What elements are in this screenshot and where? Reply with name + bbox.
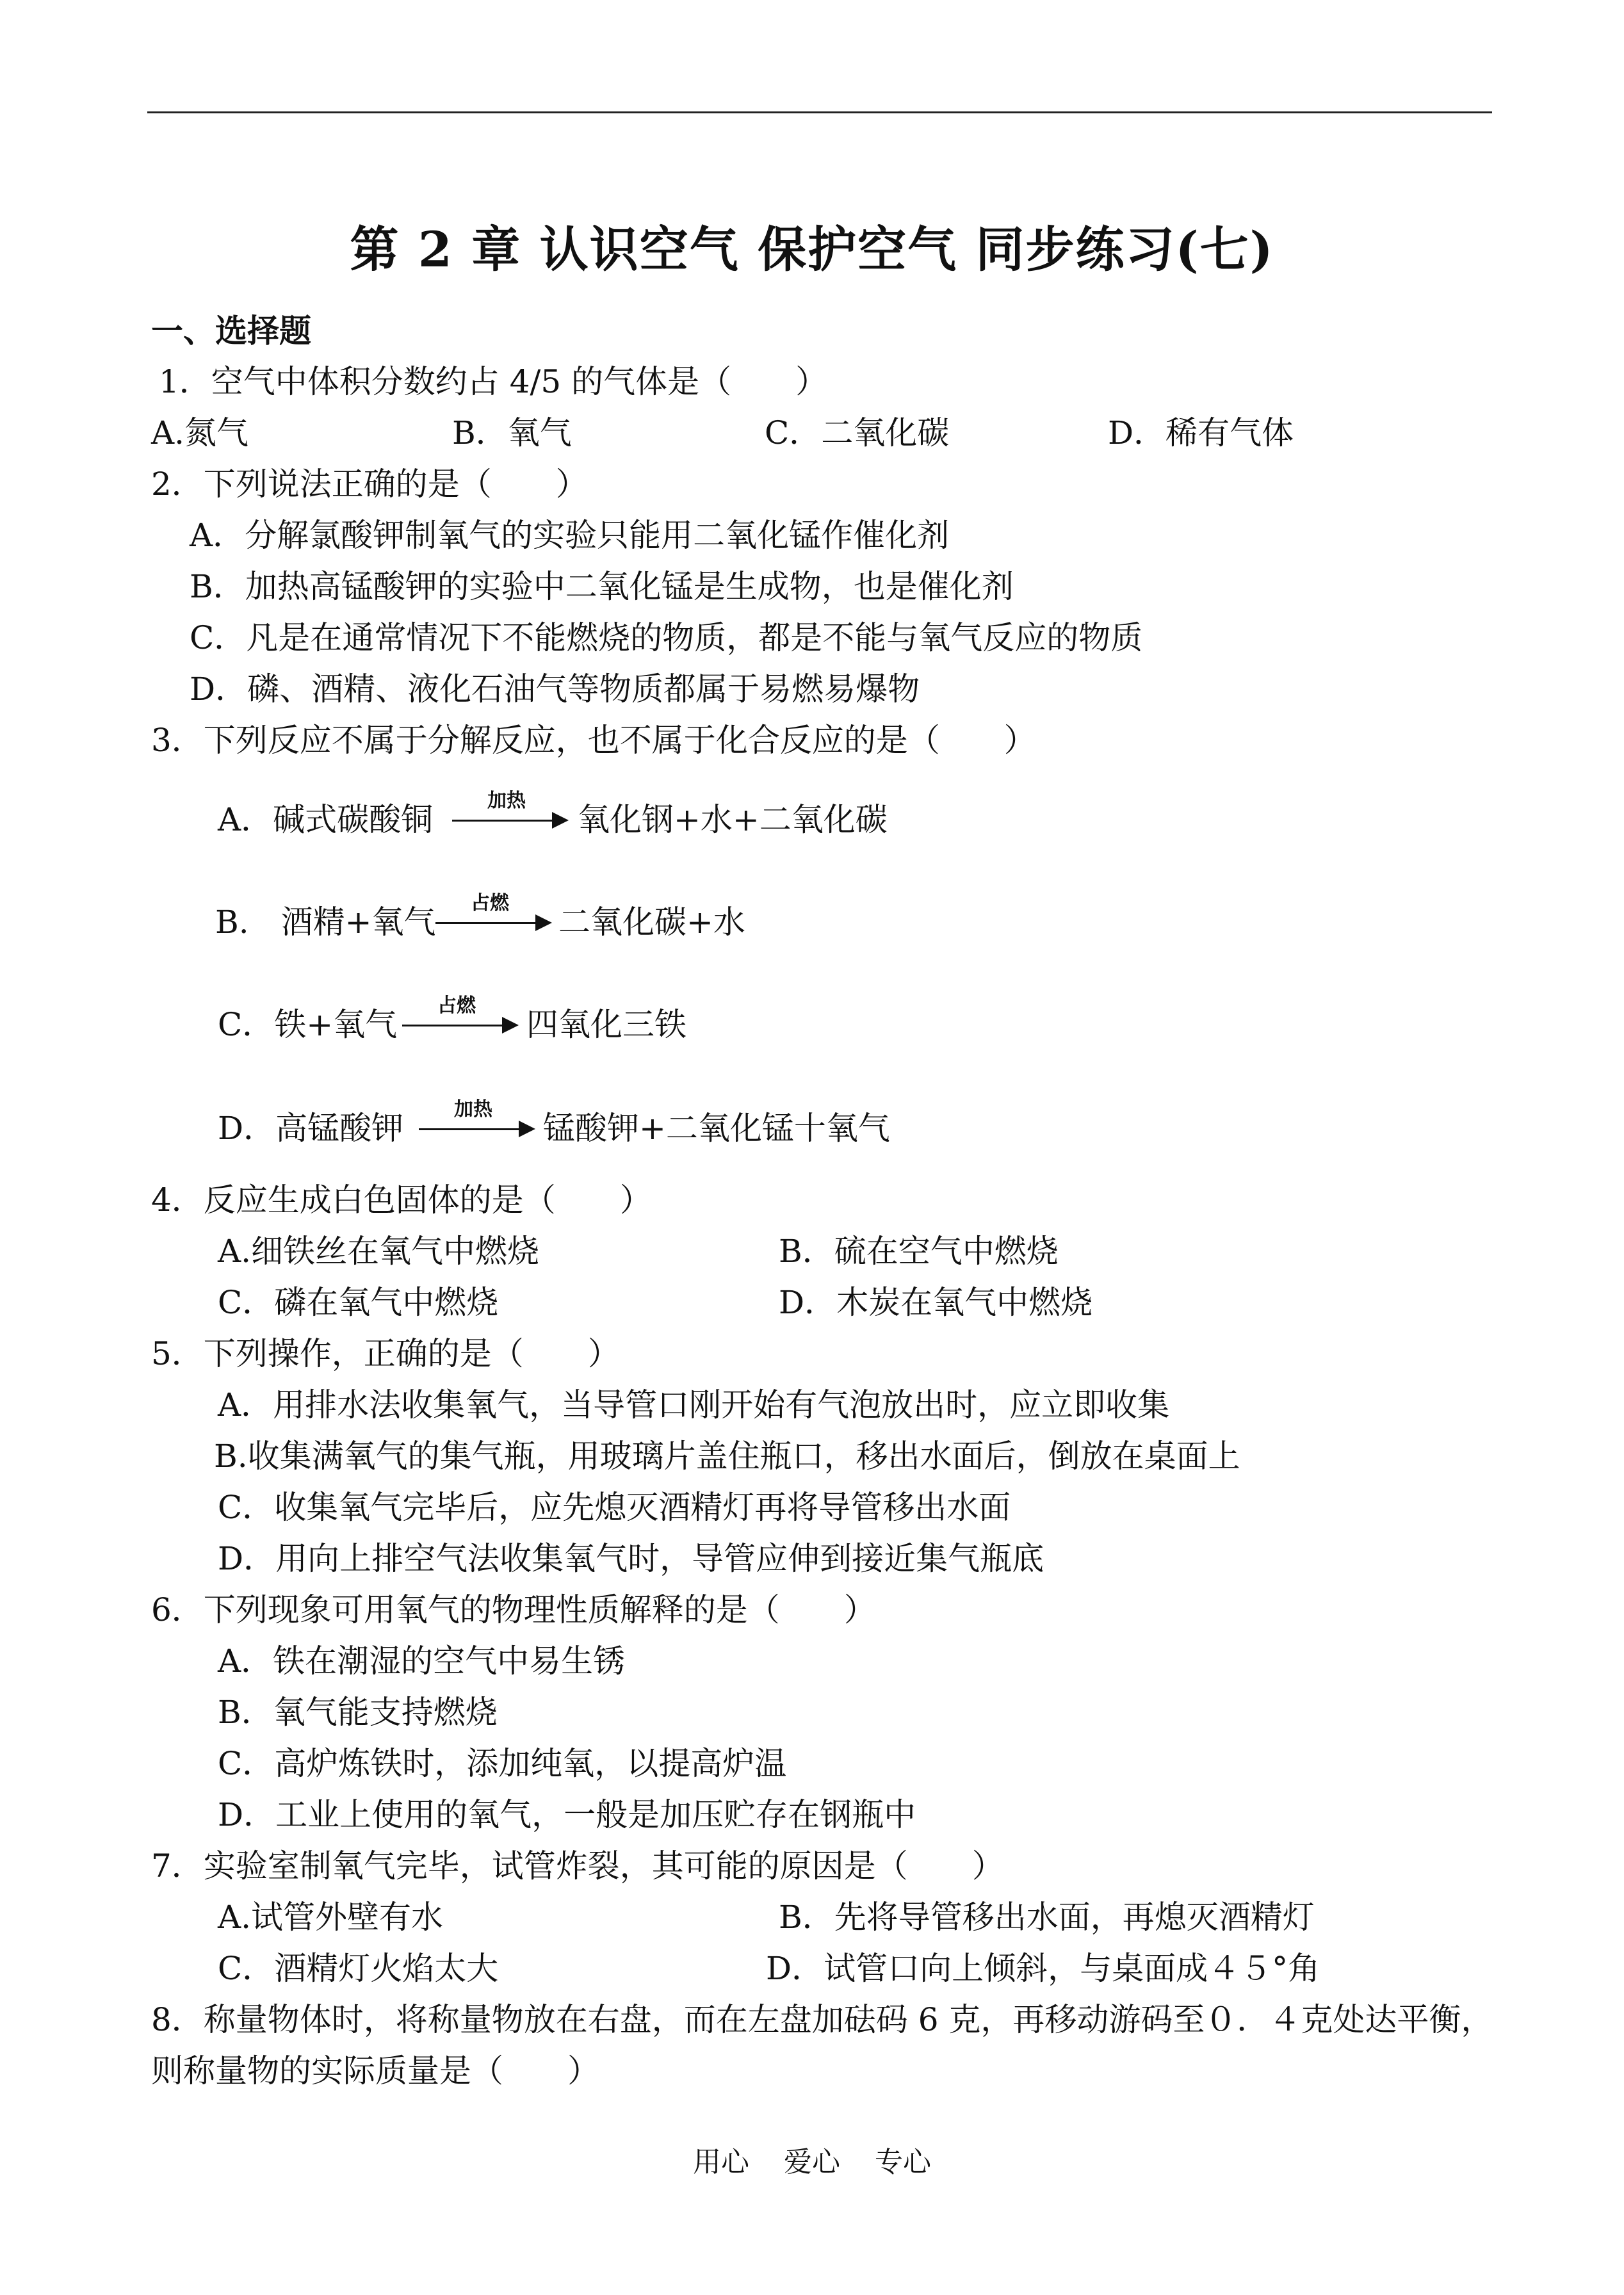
q5-option-a: A．用排水法收集氧气，当导管口刚开始有气泡放出时，应立即收集	[218, 1386, 1170, 1423]
section-heading: 一、选择题	[151, 312, 311, 350]
q3-b-arrow	[435, 892, 551, 935]
q3-a-products: 氧化钢+水+二氧化碳	[578, 801, 888, 838]
q1-option-d: D．稀有气体	[1108, 414, 1294, 451]
q6-option-c: C．高炉炼铁时，添加纯氧，以提高炉温	[218, 1745, 787, 1782]
q3-b-condition: 占燃	[471, 892, 509, 914]
q3-d-products: 锰酸钾+二氧化锰十氧气	[543, 1110, 890, 1147]
q5-option-d: D．用向上排空气法收集氧气时，导管应伸到接近集气瓶底	[218, 1540, 1044, 1577]
q6-option-b: B．氧气能支持燃烧	[218, 1694, 498, 1731]
q3-b-products: 二氧化碳+水	[558, 904, 745, 941]
q4-option-d: D．木炭在氧气中燃烧	[779, 1284, 1093, 1321]
q4-option-a: A.细铁丝在氧气中燃烧	[218, 1233, 540, 1270]
q7-option-d: D．试管口向上倾斜，与桌面成４５°角	[766, 1950, 1320, 1987]
q7-option-a: A.试管外壁有水	[218, 1899, 444, 1936]
q3-a-condition: 加热	[487, 790, 526, 812]
q3-c-arrow	[402, 994, 517, 1037]
q1-stem: 1．空气中体积分数约占 4/5 的气体是（ ）	[159, 363, 828, 400]
q6-option-d: D．工业上使用的氧气，一般是加压贮存在钢瓶中	[218, 1796, 916, 1833]
page-footer: 用心 爱心 专心	[693, 2146, 931, 2178]
header-rule	[147, 111, 1492, 113]
q1-option-a: A.氮气	[151, 414, 249, 451]
q3-stem: 3．下列反应不属于分解反应，也不属于化合反应的是（ ）	[151, 722, 1036, 759]
q2-option-c: C．凡是在通常情况下不能燃烧的物质，都是不能与氧气反应的物质	[190, 619, 1143, 656]
q4-option-b: B．硫在空气中燃烧	[779, 1233, 1059, 1270]
q3-a-arrow	[452, 790, 567, 832]
q1-option-b: B．氧气	[452, 414, 572, 451]
q3-d-arrow	[419, 1098, 534, 1141]
page-title: 第 2 章 认识空气 保护空气 同步练习(七)	[350, 221, 1274, 278]
q3-c-products: 四氧化三铁	[526, 1006, 686, 1043]
q5-option-b: B.收集满氧气的集气瓶，用玻璃片盖住瓶口，移出水面后，倒放在桌面上	[214, 1438, 1240, 1475]
q3-c-reactants: C．铁+氧气	[218, 1006, 398, 1043]
q3-c-condition: 占燃	[437, 994, 476, 1017]
q3-a-reactants: A．碱式碳酸铜	[218, 801, 434, 838]
q4-stem: 4．反应生成白色固体的是（ ）	[151, 1181, 652, 1219]
q1-option-c: C．二氧化碳	[765, 414, 950, 451]
q2-stem: 2．下列说法正确的是（ ）	[151, 466, 588, 503]
q5-stem: 5．下列操作，正确的是（ ）	[151, 1335, 620, 1372]
q8-stem-line1: 8．称量物体时，将称量物放在右盘，而在左盘加砝码 6 克，再移动游码至０．４克处达平衡，	[151, 2001, 1493, 2038]
q7-stem: 7．实验室制氧气完毕，试管炸裂，其可能的原因是（ ）	[151, 1847, 1004, 1885]
q6-option-a: A．铁在潮湿的空气中易生锈	[218, 1642, 626, 1680]
q7-option-c: C．酒精灯火焰太大	[218, 1950, 499, 1987]
q6-stem: 6．下列现象可用氧气的物理性质解释的是（ ）	[151, 1591, 876, 1628]
q7-option-b: B．先将导管移出水面，再熄灭酒精灯	[779, 1899, 1315, 1936]
q3-d-condition: 加热	[454, 1098, 492, 1121]
q5-option-c: C．收集氧气完毕后，应先熄灭酒精灯再将导管移出水面	[218, 1489, 1011, 1526]
q2-option-a: A．分解氯酸钾制氧气的实验只能用二氧化锰作催化剂	[190, 517, 950, 554]
q3-d-reactants: D．高锰酸钾	[218, 1110, 404, 1147]
q4-option-c: C．磷在氧气中燃烧	[218, 1284, 499, 1321]
q2-option-d: D．磷、酒精、液化石油气等物质都属于易燃易爆物	[190, 670, 920, 708]
q2-option-b: B．加热高锰酸钾的实验中二氧化锰是生成物，也是催化剂	[190, 568, 1014, 605]
q3-b-reactants: B. 酒精+氧气	[215, 904, 436, 941]
q8-stem-line2: 则称量物的实际质量是（ ）	[151, 2052, 599, 2089]
